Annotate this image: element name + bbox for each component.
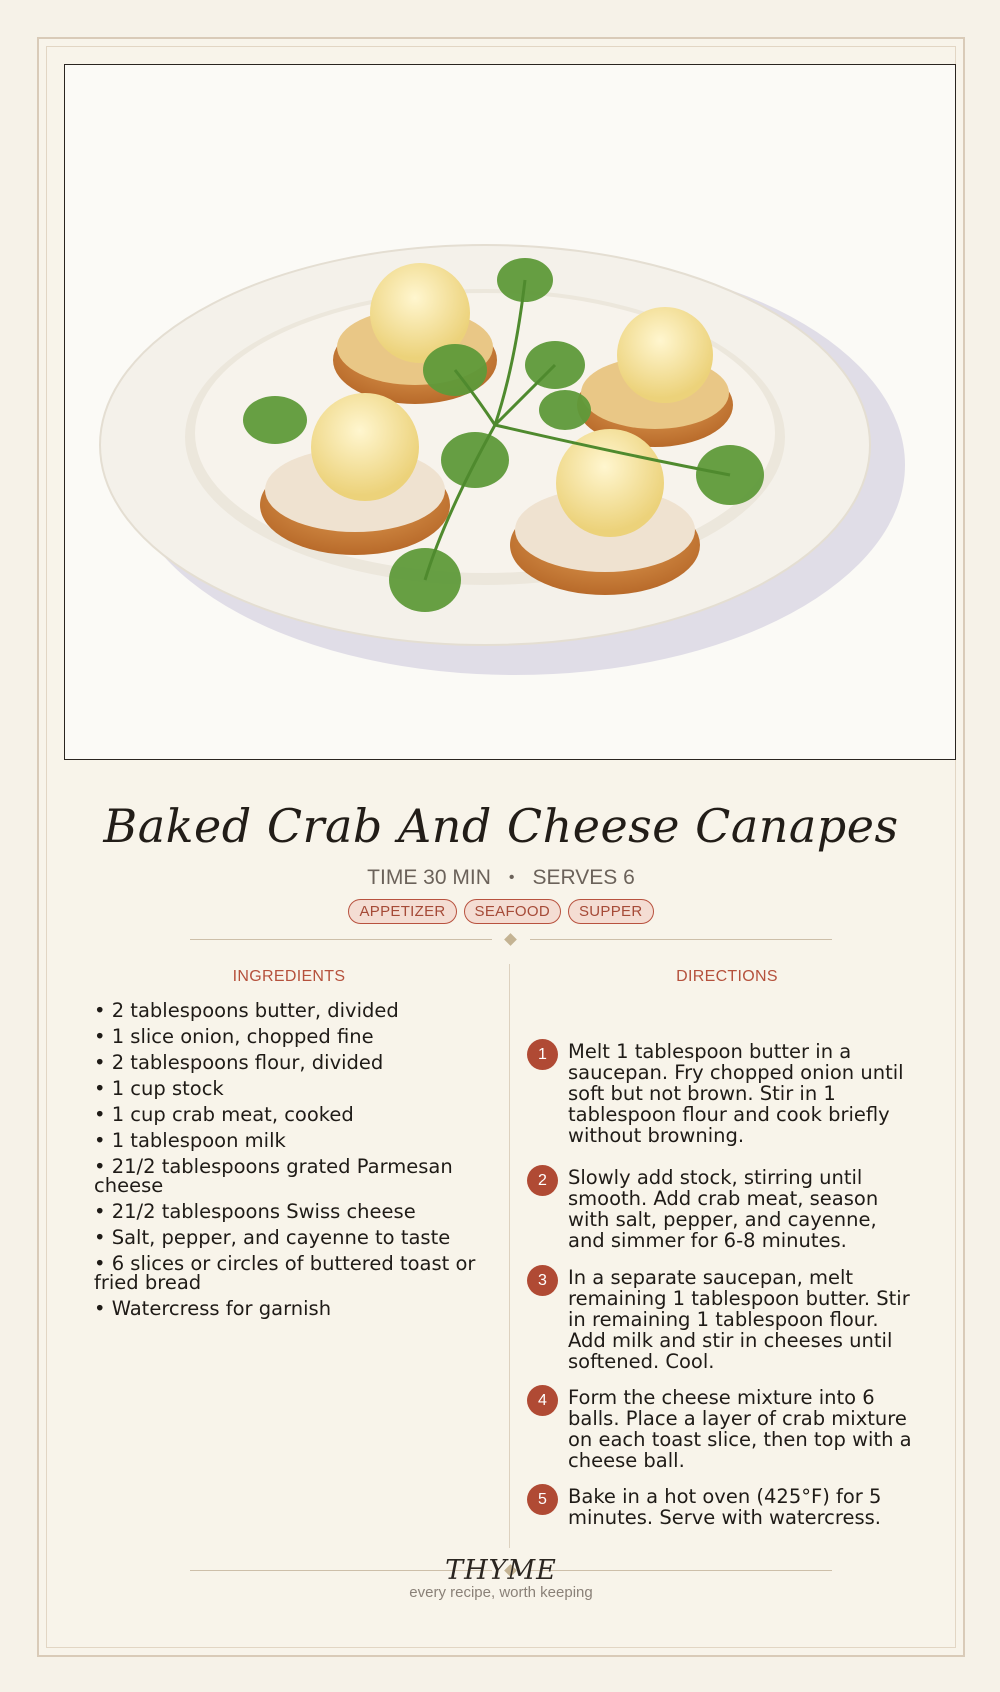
top-divider xyxy=(190,933,832,947)
step-number-badge: 4 xyxy=(527,1385,558,1416)
ingredient-item: • 2 tablespoons butter, divided xyxy=(94,1001,484,1020)
meta-separator: • xyxy=(508,869,515,886)
ingredient-item: • Salt, pepper, and cayenne to taste xyxy=(94,1228,484,1247)
ingredients-list xyxy=(94,1001,484,1325)
column-divider xyxy=(509,964,510,1548)
step-number-badge: 3 xyxy=(527,1265,558,1296)
ingredient-item: • 1 slice onion, chopped fine xyxy=(94,1027,484,1046)
ingredients-heading: INGREDIENTS xyxy=(232,968,346,985)
time-label: TIME 30 MIN xyxy=(367,866,491,889)
directions-heading: DIRECTIONS xyxy=(676,968,778,985)
brand-tagline: every recipe, worth keeping xyxy=(409,1584,593,1601)
ingredient-item: • 1 tablespoon milk xyxy=(94,1131,484,1150)
serves-label: SERVES 6 xyxy=(532,866,635,889)
recipe-title: Baked Crab And Cheese Canapes xyxy=(103,799,899,853)
step-number-badge: 2 xyxy=(527,1165,558,1196)
tag-list xyxy=(47,899,955,924)
tag-supper[interactable]: SUPPER xyxy=(568,899,654,924)
ingredient-item: • Watercress for garnish xyxy=(94,1299,484,1318)
ingredient-item: • 6 slices or circles of buttered toast or fried bread xyxy=(94,1254,484,1292)
step-text: Melt 1 tablespoon butter in a saucepan. Fry chopped onion until soft but not brown. Stir in 1 tablespoon flour and cook briefly without browning. xyxy=(568,1040,904,1147)
diamond-ornament-icon xyxy=(504,933,517,946)
recipe-meta xyxy=(47,866,955,890)
ingredient-item: • 2 tablespoons flour, divided xyxy=(94,1053,484,1072)
step-text: Bake in a hot oven (425°F) for 5 minutes. Serve with watercress. xyxy=(568,1485,882,1529)
recipe-card xyxy=(37,37,965,1657)
ingredient-item: • 1 cup crab meat, cooked xyxy=(94,1105,484,1124)
plate-illustration xyxy=(65,65,956,760)
step-text: Form the cheese mixture into 6 balls. Place a layer of crab mixture on each toast slice, then top with a cheese ball. xyxy=(568,1386,912,1472)
ingredient-item: • 1 cup stock xyxy=(94,1079,484,1098)
ingredient-item: • 21/2 tablespoons grated Parmesan cheese xyxy=(94,1157,484,1195)
step-number-badge: 1 xyxy=(527,1039,558,1070)
ingredient-item: • 21/2 tablespoons Swiss cheese xyxy=(94,1202,484,1221)
step-text: In a separate saucepan, melt remaining 1 tablespoon butter. Stir in remaining 1 tablespoon flour. Add milk and stir in cheeses until softened. Cool. xyxy=(568,1266,910,1373)
hero-image xyxy=(64,64,956,760)
tag-seafood[interactable]: SEAFOOD xyxy=(464,899,561,924)
step-number-badge: 5 xyxy=(527,1484,558,1515)
step-text: Slowly add stock, stirring until smooth. Add crab meat, season with salt, pepper, and cayenne, and simmer for 6-8 minutes. xyxy=(568,1166,879,1252)
tag-appetizer[interactable]: APPETIZER xyxy=(348,899,456,924)
card-inner-border xyxy=(46,46,956,1648)
brand-logo: THYME xyxy=(445,1555,557,1586)
